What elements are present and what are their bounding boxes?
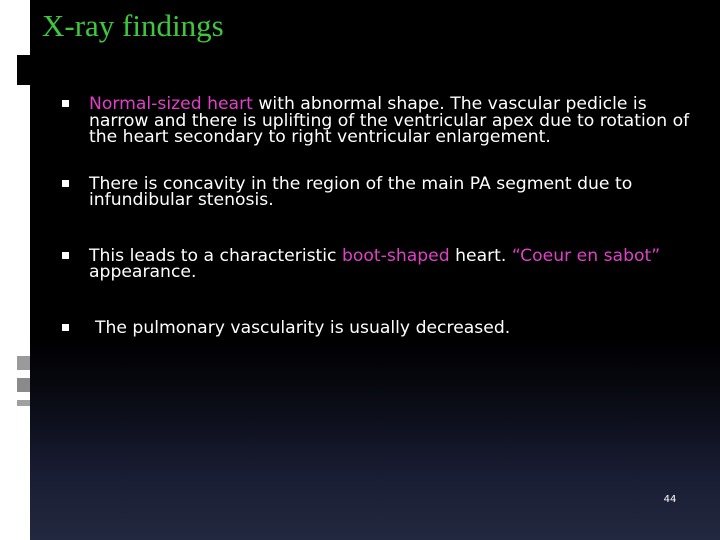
bar-block-gray-3 (17, 400, 30, 406)
highlight-text: Normal-sized heart (89, 94, 253, 114)
square-bullet-icon (62, 252, 69, 259)
highlight-text: “Coeur en sabot” (511, 245, 661, 266)
left-decorative-bar (0, 0, 30, 540)
bullet-list (62, 96, 702, 336)
page-number: 44 (663, 494, 677, 505)
bullet-text: The pulmonary vascularity is usually decreased. (95, 317, 511, 338)
square-bullet-icon (62, 180, 69, 187)
bullet-text: There is concavity in the region of the main PA segment due to infundibular stenosis. (89, 173, 633, 210)
bullet-item-boot-shaped (62, 245, 702, 282)
bar-block-gray-1 (17, 356, 30, 370)
square-bullet-icon (62, 324, 69, 331)
highlight-text: boot-shaped (341, 245, 450, 266)
bullet-text: This leads to a characteristic (89, 245, 342, 266)
bar-block-dark (17, 55, 30, 85)
bullet-text: appearance. (89, 262, 197, 282)
square-bullet-icon (62, 100, 69, 107)
bullet-item-concavity (62, 173, 702, 210)
bullet-item-vascularity (62, 317, 702, 338)
bullet-item-heart-shape (62, 96, 702, 146)
bullet-text: heart. (449, 245, 512, 266)
slide-title: X-ray findings (42, 8, 224, 43)
bar-block-gray-2 (17, 378, 30, 392)
bullet-text: with abnormal shape. The vascular pedicle is narrow and there is uplifting of the ventricular apex due to rotation of the heart secondary to right ventricular enlargement. (89, 94, 690, 147)
